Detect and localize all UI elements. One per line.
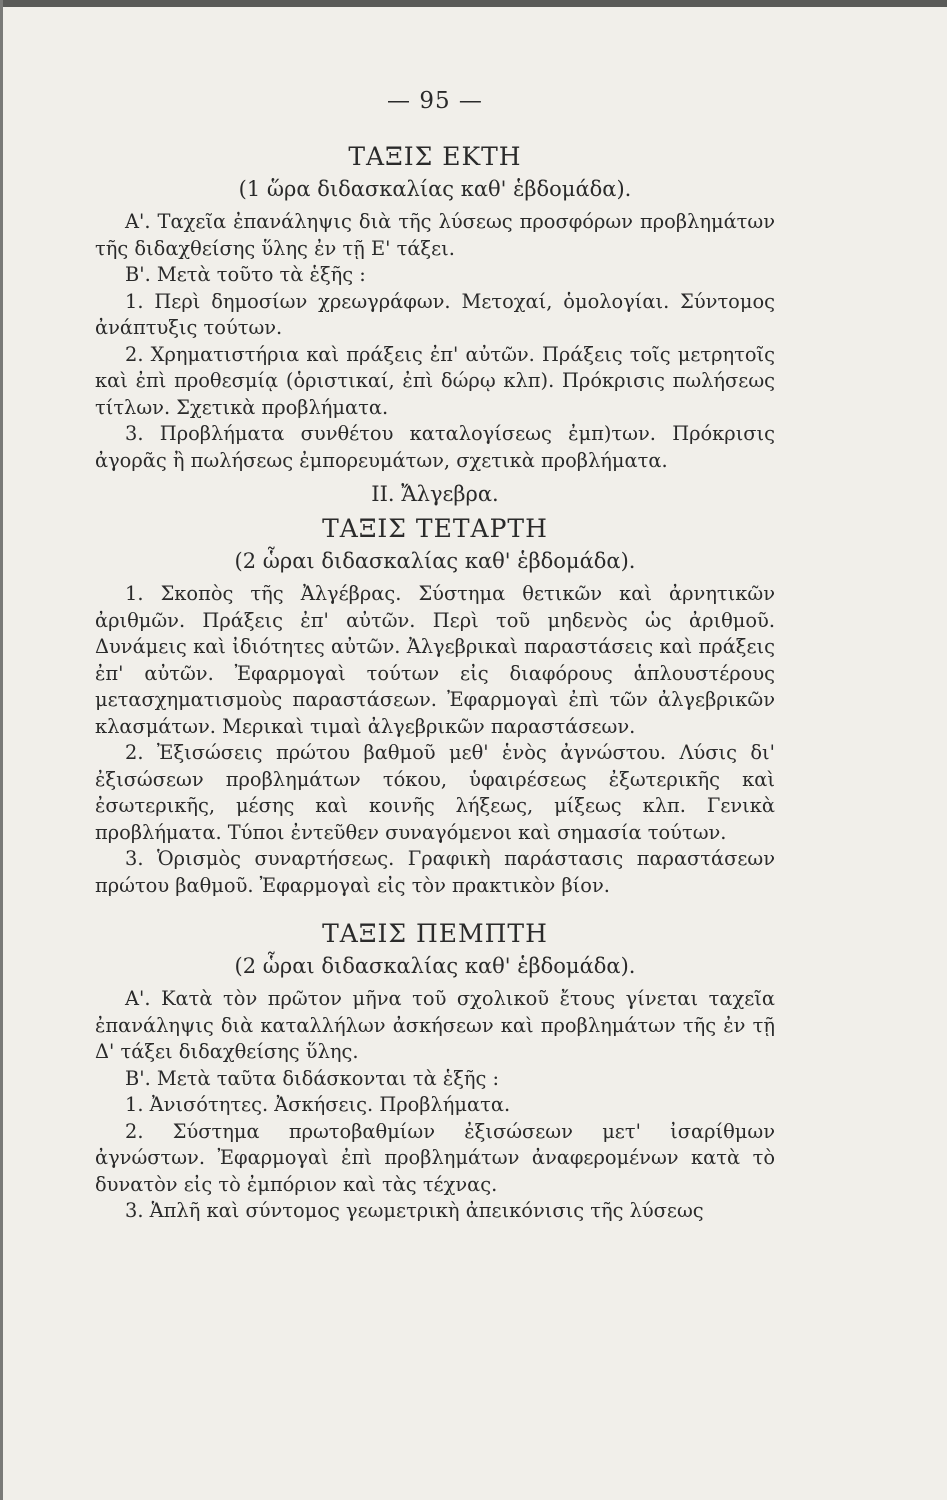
page-number: — 95 —	[387, 88, 483, 114]
paragraph: 2. Χρηματιστήρια καὶ πράξεις ἐπ' αὐτῶν. Πράξεις τοῖς μετρητοῖς καὶ ἐπὶ προθεσμίᾳ (ὁριστικαί, ἐπὶ δώρῳ κλπ). Πρόκρισις πωλήσεως τίτλων. Σχετικὰ προβλήματα.	[95, 342, 775, 419]
paragraph: 2. Ἐξισώσεις πρώτου βαθμοῦ μεθ' ἑνὸς ἀγνώστου. Λύσις δι' ἐξισώσεων προβλημάτων τόκου, ὑφαιρέσεως ἐξωτερικῆς καὶ ἐσωτερικῆς, μέσης καὶ κοινῆς λήξεως, μίξεως κλπ. Γενικὰ προβλήματα. Τύποι ἐντεῦθεν συναγόμενοι καὶ σημασία τούτων.	[95, 741, 775, 844]
section-hours-fourth-class: (2 ὧραι διδασκαλίας καθ' ἑβδομάδα).	[234, 549, 636, 573]
paragraph: 3. Ὁρισμὸς συναρτήσεως. Γραφικὴ παράστασις παραστάσεων πρώτου βαθμοῦ. Ἐφαρμογαὶ εἰς τὸν πρακτικὸν βίον.	[95, 847, 775, 897]
scan-border-left	[0, 0, 3, 1500]
paragraph: Β'. Μετὰ τοῦτο τὰ ἑξῆς :	[125, 263, 366, 286]
paragraph: 1. Σκοπὸς τῆς Ἀλγέβρας. Σύστημα θετικῶν καὶ ἀρνητικῶν ἀριθμῶν. Πράξεις ἐπ' αὐτῶν. Περὶ τοῦ μηδενὸς ὡς ἀριθμοῦ. Δυνάμεις καὶ ἰδιότητες αὐτῶν. Ἀλγεβρικαὶ παραστάσεις καὶ πράξεις ἐπ' αὐτῶν. Ἐφαρμογαὶ τούτων εἰς διαφόρους ἁπλουστέρους μετασχηματισμοὺς παραστάσεων. Ἐφαρμογαὶ ἐπὶ τῶν ἀλγεβρικῶν κλασμάτων. Μερικαὶ τιμαὶ ἀλγεβρικῶν παραστάσεων.	[95, 582, 775, 738]
paragraph: Β'. Μετὰ ταῦτα διδάσκονται τὰ ἑξῆς :	[125, 1066, 500, 1090]
scan-border-top	[0, 0, 947, 7]
paragraph: Α'. Κατὰ τὸν πρῶτον μῆνα τοῦ σχολικοῦ ἔτους γίνεται ταχεῖα ἐπανάληψις διὰ καταλλήλων ἀσκήσεων καὶ προβλημάτων τῆς ἐν τῇ Δ' τάξει διδαχθείσης ὕλης.	[95, 987, 775, 1063]
section-heading-fourth-class: ΤΑΞΙΣ ΤΕΤΑΡΤΗ	[322, 514, 548, 543]
part-heading-algebra: ΙΙ. Ἄλγεβρα.	[371, 482, 499, 506]
paragraph: 1. Περὶ δημοσίων χρεωγράφων. Μετοχαί, ὁμολογίαι. Σύντομος ἀνάπτυξις τούτων.	[95, 289, 775, 339]
section-heading-sixth-class: ΤΑΞΙΣ ΕΚΤΗ	[348, 142, 522, 171]
section-hours-fifth-class: (2 ὧραι διδασκαλίας καθ' ἑβδομάδα).	[234, 954, 636, 978]
paragraph: 2. Σύστημα πρωτοβαθμίων ἐξισώσεων μετ' ἰσαρίθμων ἀγνώστων. Ἐφαρμογαὶ ἐπὶ προβλημάτων ἀναφερομένων κατὰ τὸ δυνατὸν εἰς τὸ ἐμπόριον καὶ τὰς τέχνας.	[95, 1119, 775, 1196]
paragraph: 1. Ἀνισότητες. Ἀσκήσεις. Προβλήματα.	[125, 1093, 511, 1116]
section-hours-sixth-class: (1 ὥρα διδασκαλίας καθ' ἑβδομάδα).	[238, 177, 632, 201]
paragraph: 3. Προβλήματα συνθέτου καταλογίσεως ἐμπ)των. Πρόκρισις ἀγορᾶς ἢ πωλήσεως ἐμπορευμάτων, σχετικὰ προβλήματα.	[95, 422, 775, 472]
paragraph: Α'. Ταχεῖα ἐπανάληψις διὰ τῆς λύσεως προσφόρων προβλημάτων τῆς διδαχθείσης ὕλης ἐν τῇ Ε' τάξει.	[95, 210, 775, 260]
page-content	[95, 88, 775, 1225]
section-heading-fifth-class: ΤΑΞΙΣ ΠΕΜΠΤΗ	[322, 919, 548, 948]
paragraph: 3. Ἁπλῆ καὶ σύντομος γεωμετρικὴ ἀπεικόνισις τῆς λύσεως	[125, 1199, 704, 1222]
